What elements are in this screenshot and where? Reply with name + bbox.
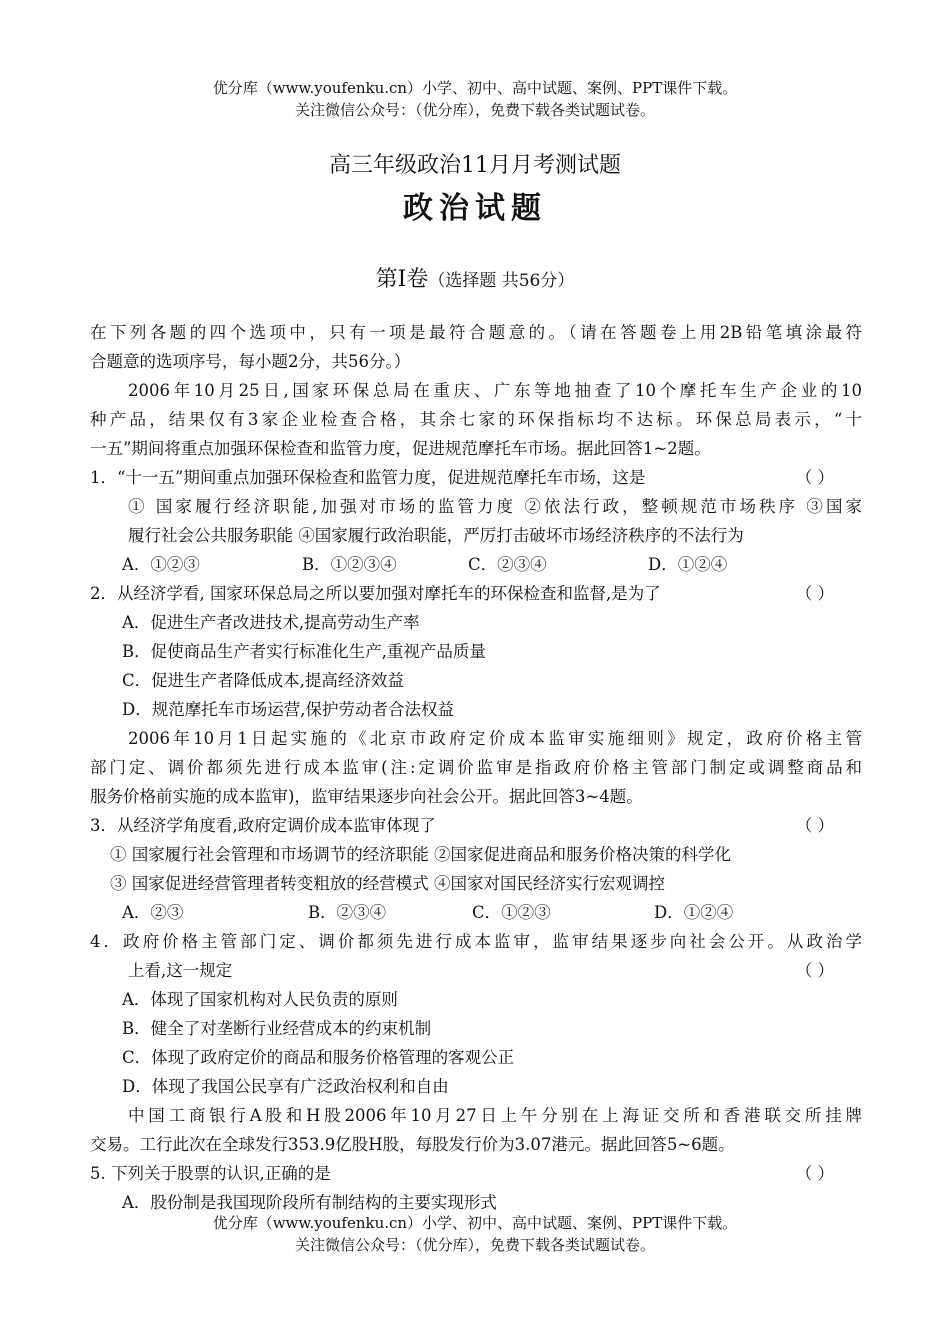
option-a: A．体现了国家机构对人民负责的原则	[122, 990, 398, 1009]
question-stem	[90, 1159, 862, 1188]
header-line-2: 关注微信公众号：（优分库），免费下载各类试题试卷。	[294, 101, 655, 119]
option-row	[90, 898, 862, 927]
option-b: B．②③④	[308, 903, 387, 922]
material-line: 2006年10月1日起实施的《北京市政府定价成本监审实施细则》规定，政府价格主管	[128, 729, 862, 748]
option-c: C．体现了政府定价的商品和服务价格管理的客观公正	[122, 1048, 515, 1067]
answer-bracket: （ ）	[795, 1164, 834, 1183]
material-line: 部门定、调价都须先进行成本监审(注:定调价监审是指政府价格主管部门制定或调整商品和	[90, 758, 862, 777]
instruction-line: 合题意的选项序号，每小题2分，共56分。）	[90, 352, 411, 371]
statement-line: 履行社会公共服务职能 ④国家履行政治职能，严厉打击破坏市场经济秩序的不法行为	[128, 526, 744, 545]
question-stem: 4．政府价格主管部门定、调价都须先进行成本监审，监审结果逐步向社会公开。从政治学	[90, 932, 862, 951]
question-stem	[90, 463, 862, 492]
option-a: A．股份制是我国现阶段所有制结构的主要实现形式	[122, 1193, 497, 1212]
q2-stem: 2．从经济学看, 国家环保总局之所以要加强对摩托车的环保检查和监督,是为了	[90, 584, 661, 603]
answer-bracket: （ ）	[795, 961, 834, 980]
option-c: C．促进生产者降低成本,提高经济效益	[122, 671, 404, 690]
section-label: 第Ⅰ卷	[375, 267, 429, 292]
page-header	[0, 77, 950, 121]
question-stem	[90, 811, 862, 840]
material-line: 交易。工行此次在全球发行353.9亿股H股，每股发行价为3.07港元。据此回答5~6题。	[90, 1135, 735, 1154]
material-line: 服务价格前实施的成本监审)，监审结果逐步向社会公开。据此回答3~4题。	[90, 787, 643, 806]
option-a: A．①②③	[122, 555, 200, 574]
statement-line: ③ 国家促进经营管理者转变粗放的经营模式 ④国家对国民经济实行宏观调控	[110, 874, 665, 893]
option-d: D．①②④	[654, 903, 734, 922]
footer-line-2: 关注微信公众号：（优分库），免费下载各类试题试卷。	[294, 1236, 655, 1254]
exam-title: 政治试题	[403, 191, 547, 226]
option-b: B．①②③④	[302, 555, 397, 574]
question-stem-cont	[90, 956, 862, 985]
statement-line: ① 国家履行社会管理和市场调节的经济职能 ②国家促进商品和服务价格决策的科学化	[110, 845, 731, 864]
answer-bracket: （ ）	[795, 584, 834, 603]
question-stem	[90, 579, 862, 608]
answer-bracket: （ ）	[795, 816, 834, 835]
q5-stem: 5. 下列关于股票的认识,正确的是	[90, 1164, 331, 1183]
section-note: （选择题 共56分）	[428, 271, 575, 291]
answer-bracket: （ ）	[795, 468, 834, 487]
option-a: A．促进生产者改进技术,提高劳动生产率	[122, 613, 420, 632]
exam-body	[90, 318, 862, 1217]
option-d: D．①②④	[648, 555, 728, 574]
q3-stem: 3．从经济学角度看,政府定调价成本监审体现了	[90, 816, 436, 835]
option-a: A．②③	[122, 903, 184, 922]
option-b: B．促使商品生产者实行标准化生产,重视产品质量	[122, 642, 486, 661]
material-line: 一五”期间将重点加强环保检查和监管力度，促进规范摩托车市场。据此回答1~2题。	[90, 439, 711, 458]
q4-stem-cont: 上看,这一规定	[128, 961, 233, 980]
option-c: C．②③④	[468, 555, 547, 574]
q1-stem: 1．“十一五”期间重点加强环保检查和监管力度，促进规范摩托车市场，这是	[90, 468, 646, 487]
exam-subtitle: 高三年级政治11月月考测试题	[329, 153, 621, 178]
statement-line: ① 国家履行经济职能,加强对市场的监管力度 ②依法行政，整顿规范市场秩序 ③国家	[128, 497, 862, 516]
header-line-1: 优分库（www.youfenku.cn）小学、初中、高中试题、案例、PPT课件下载。	[212, 79, 738, 97]
footer-line-1: 优分库（www.youfenku.cn）小学、初中、高中试题、案例、PPT课件下载。	[212, 1214, 738, 1232]
option-d: D．规范摩托车市场运营,保护劳动者合法权益	[122, 700, 454, 719]
section-heading	[0, 262, 950, 293]
material-line: 中国工商银行A股和H股2006年10月27日上午分别在上海证交所和香港联交所挂牌	[128, 1106, 862, 1125]
option-c: C．①②③	[472, 903, 551, 922]
instruction-line: 在下列各题的四个选项中，只有一项是最符合题意的。（请在答题卷上用2B铅笔填涂最符	[90, 323, 862, 342]
material-line: 种产品，结果仅有3家企业检查合格，其余七家的环保指标均不达标。环保总局表示，“十	[90, 410, 862, 429]
page-footer	[0, 1212, 950, 1256]
option-d: D．体现了我国公民享有广泛政治权利和自由	[122, 1077, 449, 1096]
option-row	[90, 550, 862, 579]
option-b: B．健全了对垄断行业经营成本的约束机制	[122, 1019, 432, 1038]
material-line: 2006年10月25日,国家环保总局在重庆、广东等地抽查了10个摩托车生产企业的10	[128, 381, 862, 400]
